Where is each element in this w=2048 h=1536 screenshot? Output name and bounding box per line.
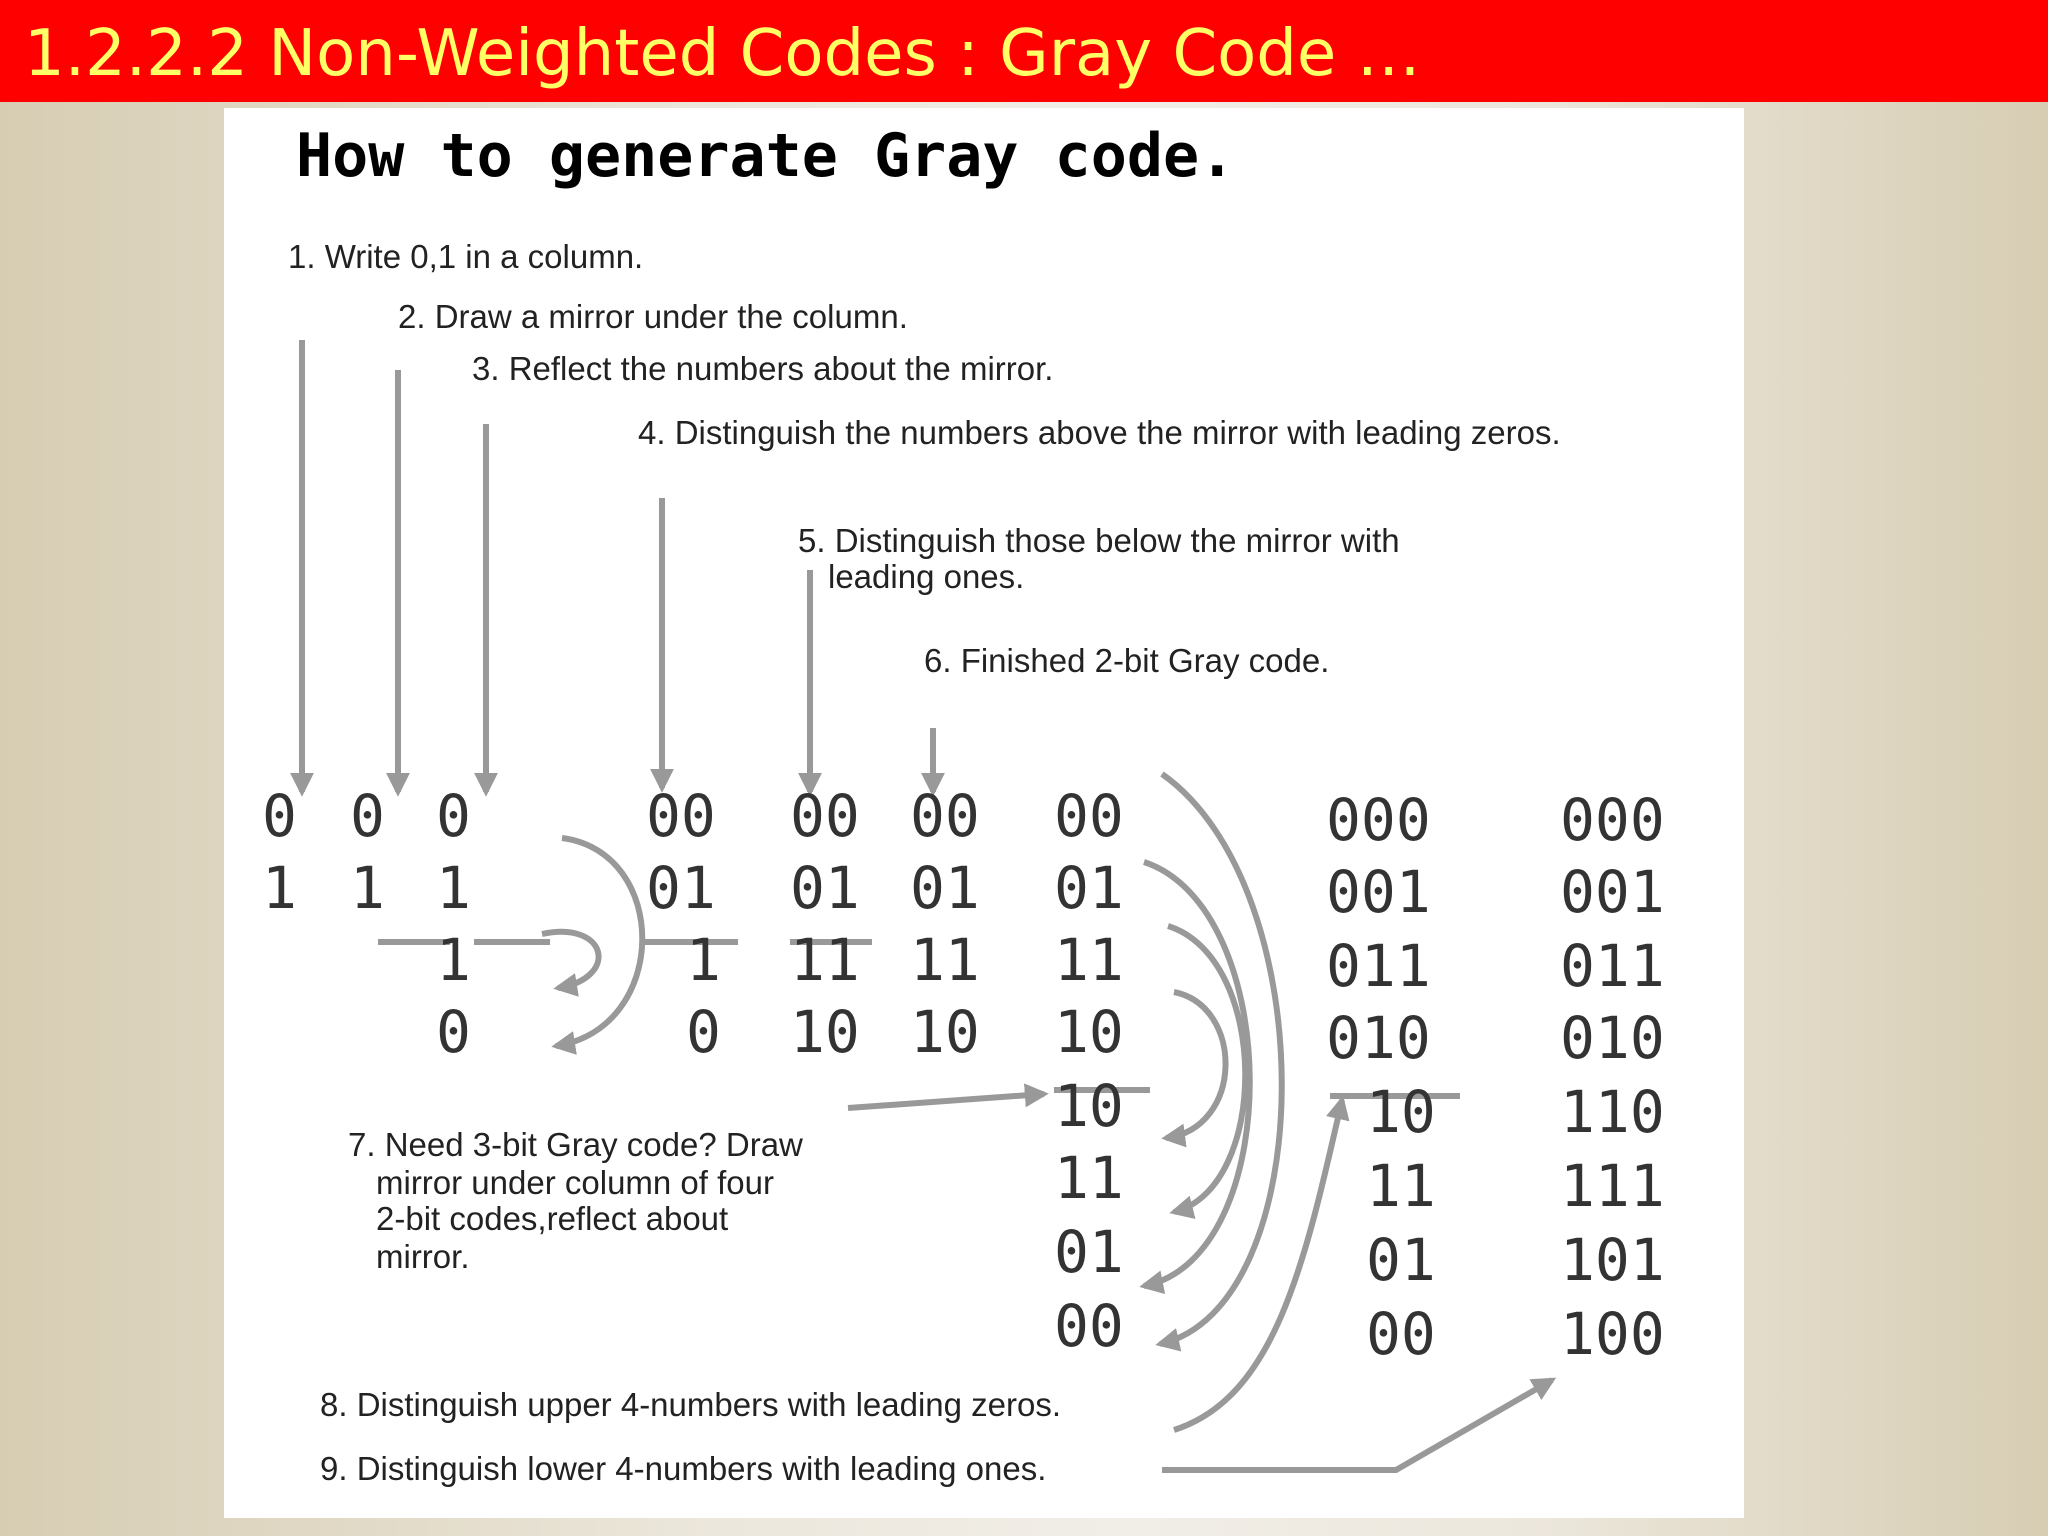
col-9-row-6: 111 bbox=[1560, 1152, 1665, 1220]
col-7-row-1: 00 bbox=[1054, 782, 1124, 850]
col-8-row-6: 11 bbox=[1366, 1152, 1436, 1220]
col-5-row-2: 01 bbox=[790, 854, 860, 922]
step-5: 5. Distinguish those below the mirror with bbox=[798, 522, 1400, 559]
col-4-row-2: 01 bbox=[646, 854, 716, 922]
col-9-row-4: 010 bbox=[1560, 1004, 1665, 1072]
reflect-arc-3 bbox=[1144, 862, 1250, 1286]
step-7-line4: mirror. bbox=[376, 1238, 470, 1275]
step-4: 4. Distinguish the numbers above the mirror with leading zeros. bbox=[638, 414, 1561, 451]
col-8-row-3: 011 bbox=[1326, 932, 1431, 1000]
figure-canvas bbox=[224, 108, 1744, 1518]
arrow-step-9 bbox=[1162, 1380, 1552, 1470]
col-2-row-1: 0 bbox=[350, 782, 385, 850]
col-1-row-2: 1 bbox=[262, 854, 297, 922]
arrow-step-7 bbox=[848, 1094, 1044, 1108]
col-2-row-2: 1 bbox=[350, 854, 385, 922]
col-3-row-4: 0 bbox=[436, 998, 471, 1066]
col-1-row-1: 0 bbox=[262, 782, 297, 850]
step-8: 8. Distinguish upper 4-numbers with leading zeros. bbox=[320, 1386, 1062, 1423]
col-6-row-1: 00 bbox=[910, 782, 980, 850]
col-4-row-4: 0 bbox=[686, 998, 721, 1066]
col-7-row-2: 01 bbox=[1054, 854, 1124, 922]
col-7-row-6: 11 bbox=[1054, 1144, 1124, 1212]
digit-columns bbox=[262, 782, 1665, 1368]
step-5-cont: leading ones. bbox=[828, 558, 1025, 595]
col-7-row-4: 10 bbox=[1054, 998, 1124, 1066]
figure-heading: How to generate Gray code. bbox=[296, 121, 1236, 191]
col-3-row-2: 1 bbox=[436, 854, 471, 922]
col-9-row-1: 000 bbox=[1560, 786, 1665, 854]
step-6: 6. Finished 2-bit Gray code. bbox=[924, 642, 1330, 679]
slide-title: 1.2.2.2 Non-Weighted Codes : Gray Code … bbox=[24, 17, 1421, 91]
col-9-row-3: 011 bbox=[1560, 932, 1665, 1000]
step-2: 2. Draw a mirror under the column. bbox=[398, 298, 908, 335]
step-1: 1. Write 0,1 in a column. bbox=[288, 238, 644, 275]
col-5-row-4: 10 bbox=[790, 998, 860, 1066]
col-5-row-1: 00 bbox=[790, 782, 860, 850]
col-9-row-5: 110 bbox=[1560, 1078, 1665, 1146]
col-8-row-5: 10 bbox=[1366, 1078, 1436, 1146]
arrow-step-8 bbox=[1174, 1100, 1342, 1430]
reflect-arc-1 bbox=[1166, 992, 1226, 1138]
title-bar bbox=[0, 0, 2048, 102]
col-6-row-2: 01 bbox=[910, 854, 980, 922]
reflect-arc-inner bbox=[542, 932, 599, 988]
col-6-row-3: 11 bbox=[910, 926, 980, 994]
col-3-row-1: 0 bbox=[436, 782, 471, 850]
col-7-row-7: 01 bbox=[1054, 1218, 1124, 1286]
col-4-row-3: 1 bbox=[686, 926, 721, 994]
col-9-row-2: 001 bbox=[1560, 858, 1665, 926]
col-8-row-1: 000 bbox=[1326, 786, 1431, 854]
step-3: 3. Reflect the numbers about the mirror. bbox=[472, 350, 1054, 387]
col-8-row-7: 01 bbox=[1366, 1226, 1436, 1294]
col-6-row-4: 10 bbox=[910, 998, 980, 1066]
col-8-row-4: 010 bbox=[1326, 1004, 1431, 1072]
col-9-row-8: 100 bbox=[1560, 1300, 1665, 1368]
gray-code-figure bbox=[224, 108, 1744, 1518]
col-3-row-3: 1 bbox=[436, 926, 471, 994]
step-9: 9. Distinguish lower 4-numbers with leading ones. bbox=[320, 1450, 1047, 1487]
step-7-line2: mirror under column of four bbox=[376, 1164, 774, 1201]
col-8-row-8: 00 bbox=[1366, 1300, 1436, 1368]
col-7-row-8: 00 bbox=[1054, 1292, 1124, 1360]
col-5-row-3: 11 bbox=[790, 926, 860, 994]
col-4-row-1: 00 bbox=[646, 782, 716, 850]
col-7-row-5: 10 bbox=[1054, 1072, 1124, 1140]
step-7: 7. Need 3-bit Gray code? Draw bbox=[348, 1126, 803, 1163]
step-7-line3: 2-bit codes,reflect about bbox=[376, 1200, 729, 1237]
reflect-arc-4 bbox=[1160, 774, 1282, 1344]
col-7-row-3: 11 bbox=[1054, 926, 1124, 994]
reflect-arc-outer bbox=[556, 838, 642, 1046]
col-9-row-7: 101 bbox=[1560, 1226, 1665, 1294]
col-8-row-2: 001 bbox=[1326, 858, 1431, 926]
